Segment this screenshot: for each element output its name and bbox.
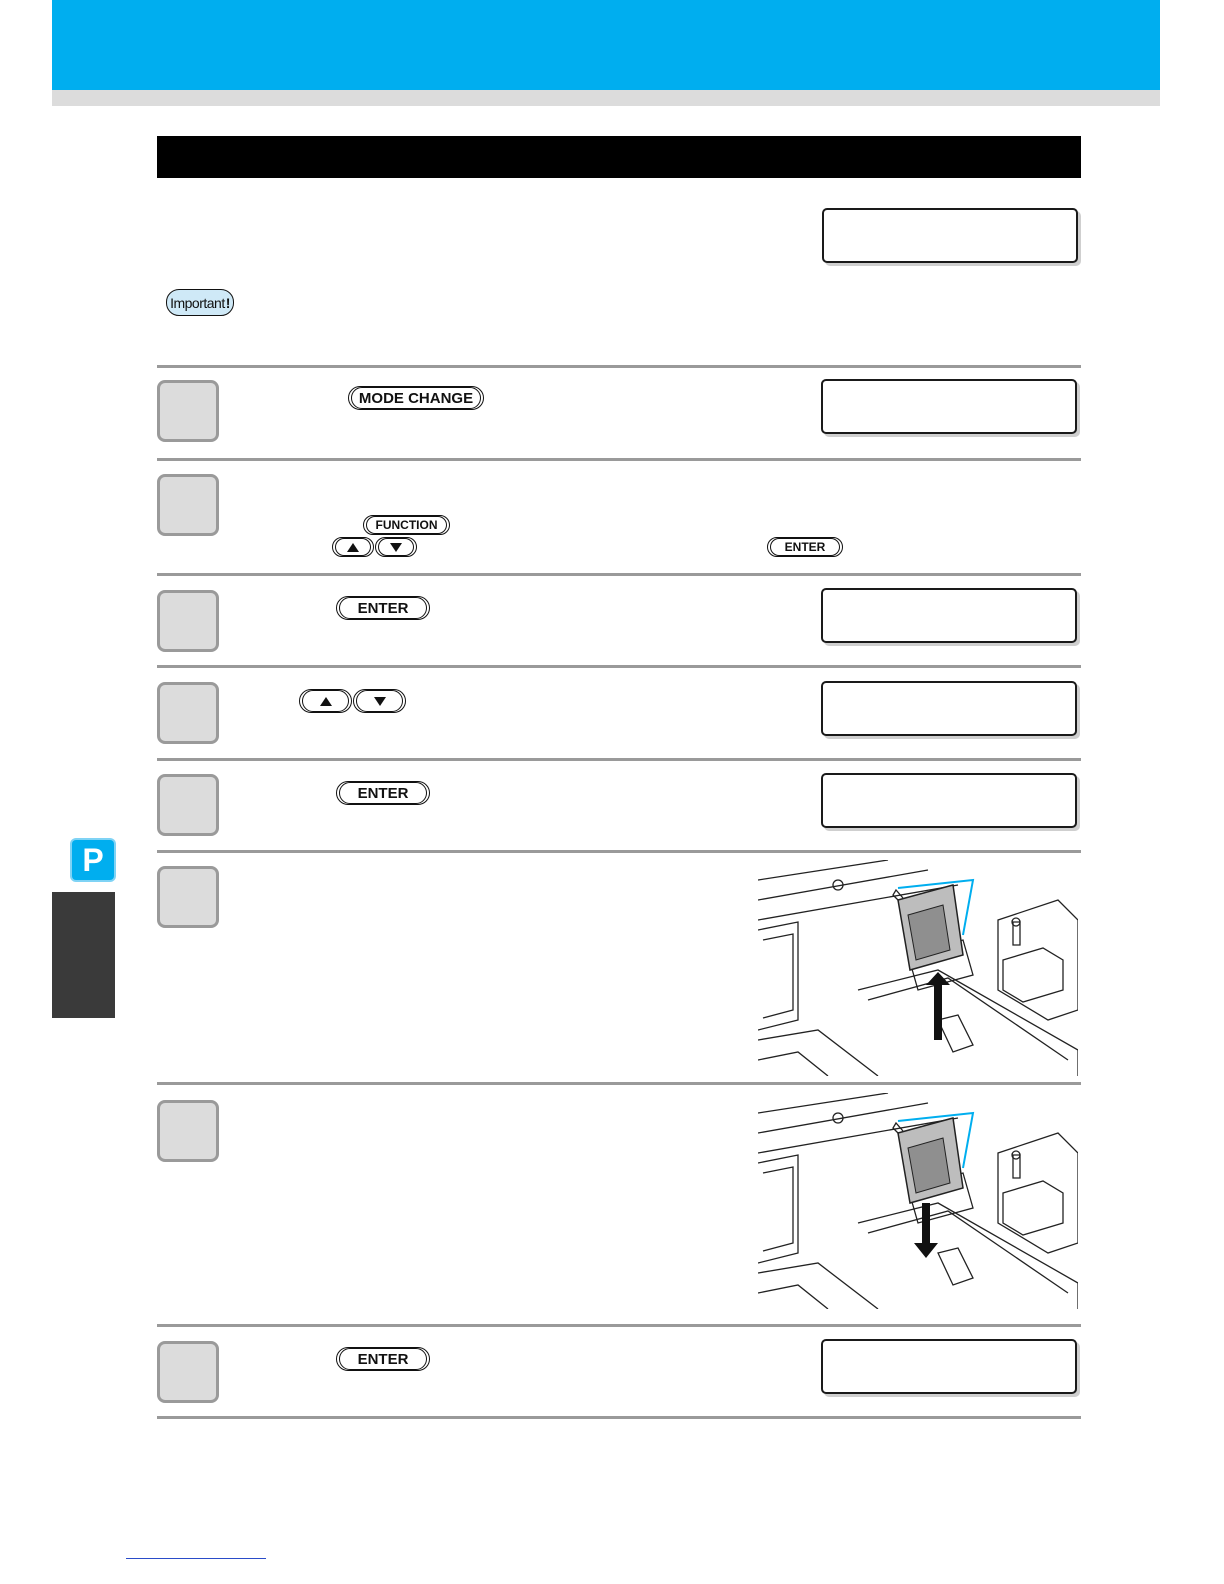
divider (157, 365, 1081, 368)
chapter-side-tab (52, 892, 115, 1018)
mode-change-key-label: MODE CHANGE (351, 387, 481, 409)
step-number-box (157, 590, 219, 652)
enter-key-label: ENTER (339, 597, 427, 619)
step-number-box (157, 774, 219, 836)
up-arrow-icon (926, 972, 950, 1040)
footer-link-underline (126, 1558, 266, 1559)
step-number-box (157, 474, 219, 536)
lcd-display-step4 (821, 681, 1077, 736)
divider (157, 850, 1081, 853)
divider (157, 758, 1081, 761)
header-band-shadow (52, 90, 1160, 106)
lcd-display-intro (822, 208, 1078, 263)
enter-key (336, 1347, 430, 1371)
down-arrow-icon (390, 543, 402, 552)
up-key (332, 537, 374, 557)
lcd-display-step1 (821, 379, 1077, 434)
up-arrow-icon (347, 543, 359, 552)
wiper-removal-illustration (758, 860, 1078, 1076)
function-key (363, 515, 450, 535)
step-number-box (157, 682, 219, 744)
divider (157, 1416, 1081, 1419)
chapter-tab-letter: P (82, 842, 104, 878)
enter-key-label: ENTER (339, 782, 427, 804)
chapter-tab-p (72, 840, 114, 880)
down-arrow-icon (914, 1203, 938, 1258)
lcd-display-step5 (821, 773, 1077, 828)
lcd-display-step3 (821, 588, 1077, 643)
step-number-box (157, 1100, 219, 1162)
enter-key-label: ENTER (339, 1348, 427, 1370)
divider (157, 1082, 1081, 1085)
divider (157, 665, 1081, 668)
down-arrow-icon (374, 697, 386, 706)
divider (157, 458, 1081, 461)
important-label: Important (170, 294, 225, 311)
important-mark: ! (225, 294, 230, 311)
up-arrow-icon (320, 697, 332, 706)
step-number-box (157, 866, 219, 928)
mode-change-key (348, 386, 484, 410)
step-number-box (157, 380, 219, 442)
header-band (52, 0, 1160, 90)
important-badge (166, 289, 234, 316)
enter-key-label: ENTER (770, 538, 840, 556)
wiper-part (893, 885, 963, 970)
enter-key (767, 537, 843, 557)
divider (157, 573, 1081, 576)
enter-key (336, 781, 430, 805)
function-key-label: FUNCTION (366, 516, 447, 534)
wiper-installation-illustration (758, 1093, 1078, 1309)
lcd-display-step8 (821, 1339, 1077, 1394)
wiper-part (893, 1118, 963, 1203)
down-key (375, 537, 417, 557)
section-title-bar (157, 136, 1081, 178)
down-key (353, 689, 406, 713)
step-number-box (157, 1341, 219, 1403)
divider (157, 1324, 1081, 1327)
up-key (299, 689, 352, 713)
enter-key (336, 596, 430, 620)
